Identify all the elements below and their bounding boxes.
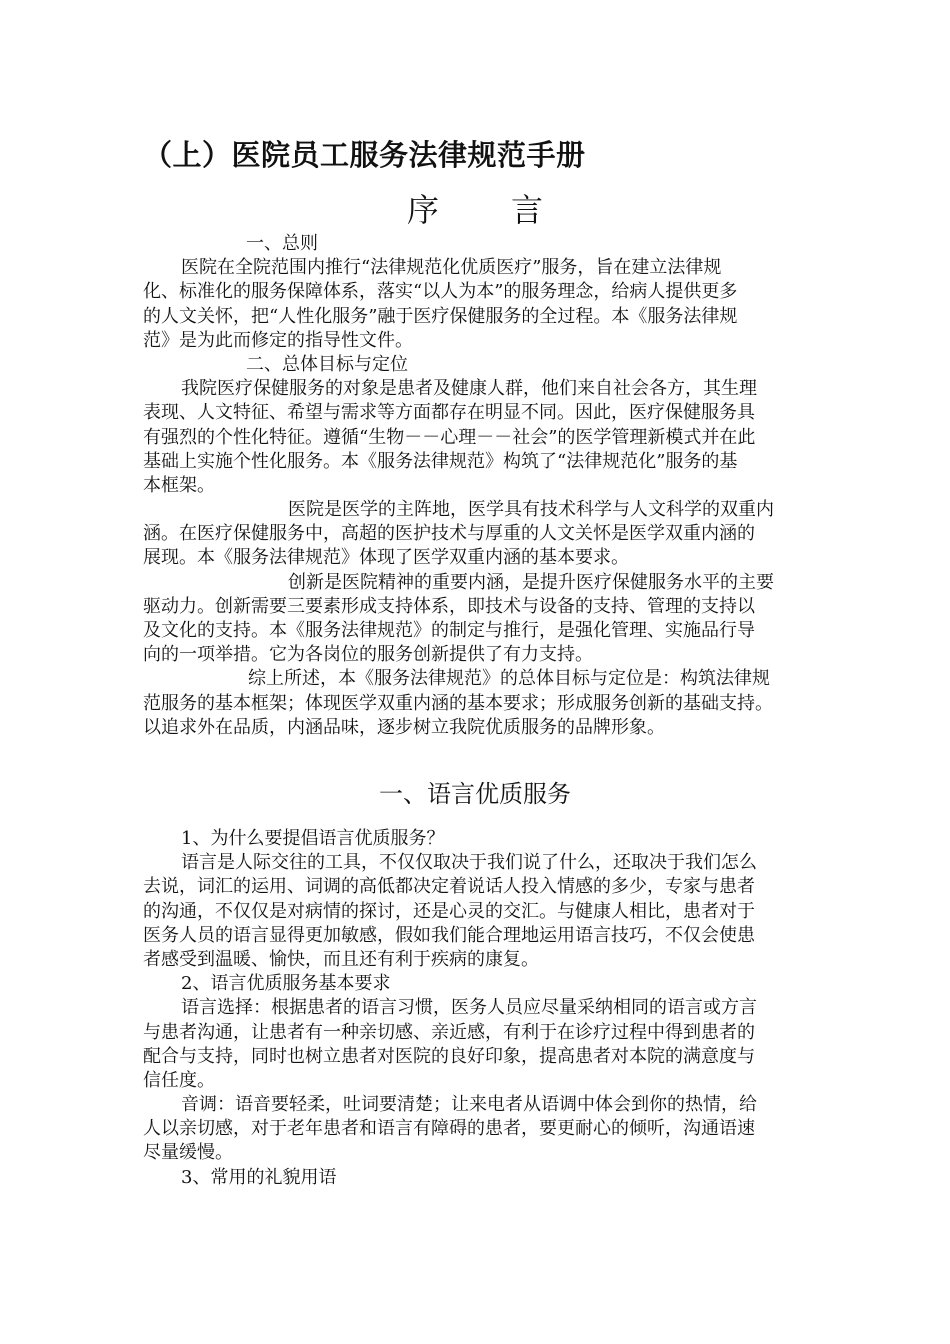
preface-char-1: 序 [406,191,439,229]
paragraph-line: 尽量缓慢。 [143,1142,233,1164]
paragraph-line: 化、标准化的服务保障体系，落实“以人为本”的服务理念，给病人提供更多 [143,281,738,303]
paragraph-line: 基础上实施个性化服务。本《服务法律规范》构筑了“法律规范化”服务的基 [143,450,738,472]
preface-char-2: 言 [511,191,544,229]
paragraph-line: 驱动力。创新需要三要素形成支持体系，即技术与设备的支持、管理的支持以 [143,595,755,617]
paragraph-line: 者感受到温暖、愉快，而且还有利于疾病的康复。 [143,948,539,970]
paragraph-line: 配合与支持，同时也树立患者对医院的良好印象，提高患者对本院的满意度与 [143,1045,755,1067]
paragraph-line: 音调：语音要轻柔，吐词要清楚；让来电者从语调中体会到你的热情，给 [181,1094,757,1116]
preface-heading [0,185,950,231]
paragraph-line: 人以亲切感，对于老年患者和语言有障碍的患者，要更耐心的倾听，沟通语速 [143,1118,755,1140]
paragraph-line: 医院在全院范围内推行“法律规范化优质医疗”服务，旨在建立法律规 [181,257,722,279]
paragraph-line: 我院医疗保健服务的对象是患者及健康人群，他们来自社会各方，其生理 [181,378,757,400]
paragraph-line: 综上所述，本《服务法律规范》的总体目标与定位是：构筑法律规 [248,668,770,690]
section-heading-language-service: 一、语言优质服务 [379,780,571,808]
preface-body [143,232,808,740]
paragraph-line: 信任度。 [143,1069,215,1091]
paragraph-line: 语言选择：根据患者的语言习惯，医务人员应尽量采纳相同的语言或方言 [181,997,757,1019]
paragraph-line: 创新是医院精神的重要内涵，是提升医疗保健服务水平的主要 [288,571,774,593]
paragraph-line: 表现、人文特征、希望与需求等方面都存在明显不同。因此，医疗保健服务具 [143,402,755,424]
paragraph-line: 以追求外在品质，内涵品味，逐步树立我院优质服务的品牌形象。 [143,716,665,738]
subheading-requirements: 2、语言优质服务基本要求 [181,973,391,995]
paragraph-line: 与患者沟通，让患者有一种亲切感、亲近感，有利于在诊疗过程中得到患者的 [143,1021,755,1043]
paragraph-line: 向的一项举措。它为各岗位的服务创新提供了有力支持。 [143,644,593,666]
paragraph-line: 去说，词汇的运用、词调的高低都决定着说话人投入情感的多少，专家与患者 [143,876,755,898]
subheading-general: 一、总则 [246,233,318,254]
subheading-goals: 二、总体目标与定位 [246,353,408,375]
paragraph-line: 范服务的基本框架；体现医学双重内涵的基本要求；形成服务创新的基础支持。 [143,692,773,714]
paragraph-line: 医院是医学的主阵地，医学具有技术科学与人文科学的双重内 [288,499,774,521]
paragraph-line: 语言是人际交往的工具，不仅仅取决于我们说了什么，还取决于我们怎么 [181,852,757,874]
paragraph-line: 本框架。 [143,474,215,496]
document-title: （上）医院员工服务法律规范手册 [143,138,586,172]
paragraph-line: 医务人员的语言显得更加敏感，假如我们能合理地运用语言技巧，不仅会使患 [143,924,755,946]
paragraph-line: 有强烈的个性化特征。遵循“生物－－心理－－社会”的医学管理新模式并在此 [143,426,756,448]
paragraph-line: 展现。本《服务法律规范》体现了医学双重内涵的基本要求。 [143,547,629,569]
paragraph-line: 的沟通，不仅仅是对病情的探讨，还是心灵的交汇。与健康人相比，患者对于 [143,900,755,922]
paragraph-line: 及文化的支持。本《服务法律规范》的制定与推行，是强化管理、实施品行导 [143,620,755,641]
subheading-polite-phrases: 3、常用的礼貌用语 [181,1166,337,1188]
paragraph-line: 的人文关怀，把“人性化服务”融于医疗保健服务的全过程。本《服务法律规 [143,305,738,327]
paragraph-line: 涵。在医疗保健服务中，高超的医护技术与厚重的人文关怀是医学双重内涵的 [143,523,755,545]
subheading-why: 1、为什么要提倡语言优质服务？ [181,828,445,849]
section1-body [143,827,808,1190]
paragraph-line: 范》是为此而修定的指导性文件。 [143,329,413,351]
